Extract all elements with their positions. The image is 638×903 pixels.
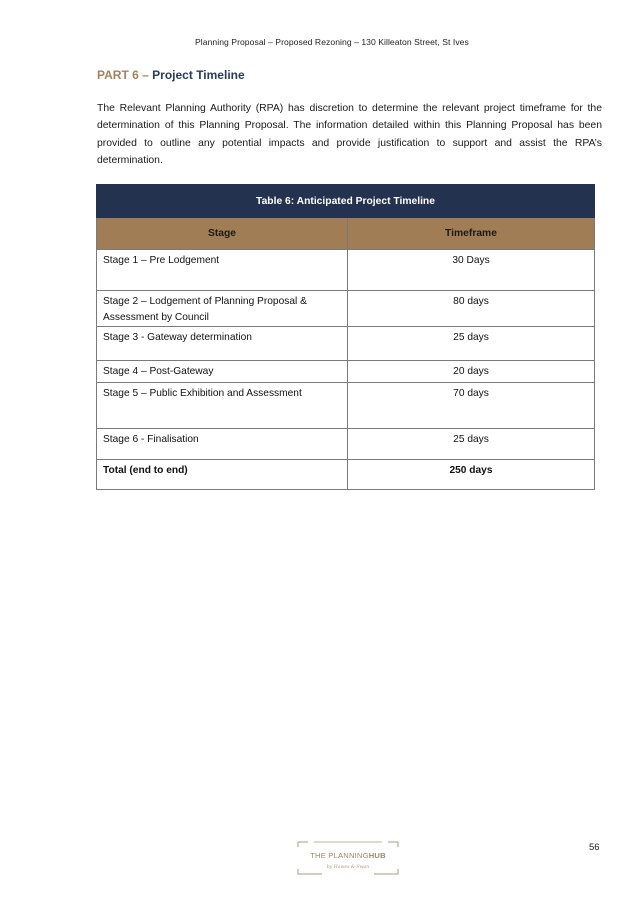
stage-cell: Stage 6 - Finalisation bbox=[97, 429, 348, 460]
planning-hub-logo bbox=[296, 840, 400, 876]
table-header-row bbox=[97, 218, 595, 250]
table-row bbox=[97, 327, 595, 361]
total-timeframe-cell: 250 days bbox=[348, 460, 595, 490]
table-row bbox=[97, 429, 595, 460]
stage-cell: Stage 3 - Gateway determination bbox=[97, 327, 348, 361]
table-row bbox=[97, 361, 595, 383]
page-number: 56 bbox=[589, 842, 600, 853]
table-caption: Table 6: Anticipated Project Timeline bbox=[97, 185, 595, 218]
table-caption-row bbox=[97, 185, 595, 218]
table-row bbox=[97, 383, 595, 429]
stage-cell: Stage 2 – Lodgement of Planning Proposal & Assessment by Council bbox=[97, 291, 348, 327]
total-stage-cell: Total (end to end) bbox=[97, 460, 348, 490]
logo-tagline: by Hawes & Swan bbox=[326, 865, 370, 870]
stage-cell: Stage 4 – Post-Gateway bbox=[97, 361, 348, 383]
logo-wordmark-light: THE PLANNING bbox=[310, 851, 369, 860]
table-total-row bbox=[97, 460, 595, 490]
timeline-table bbox=[96, 184, 595, 490]
timeframe-cell: 30 Days bbox=[348, 250, 595, 291]
timeframe-cell: 25 days bbox=[348, 327, 595, 361]
table-row bbox=[97, 250, 595, 291]
intro-paragraph: The Relevant Planning Authority (RPA) has discretion to determine the relevant project timeframe for the determination of this Planning Proposal. The information detailed within this Planning Proposal has been provided to outline any potential impacts and provide justification to support and assist the RPA’s determination. bbox=[97, 103, 602, 166]
section-dash: – bbox=[142, 68, 149, 82]
running-header: Planning Proposal – Proposed Rezoning – 130 Killeaton Street, St Ives bbox=[195, 37, 469, 47]
logo-wordmark bbox=[296, 851, 400, 860]
timeframe-cell: 20 days bbox=[348, 361, 595, 383]
logo-wordmark-bold: HUB bbox=[368, 851, 386, 860]
timeframe-cell: 25 days bbox=[348, 429, 595, 460]
section-title: Project Timeline bbox=[152, 68, 245, 82]
table-row bbox=[97, 291, 595, 327]
stage-cell: Stage 5 – Public Exhibition and Assessment bbox=[97, 383, 348, 429]
column-header-timeframe: Timeframe bbox=[348, 218, 595, 250]
column-header-stage: Stage bbox=[97, 218, 348, 250]
timeframe-cell: 70 days bbox=[348, 383, 595, 429]
stage-cell: Stage 1 – Pre Lodgement bbox=[97, 250, 348, 291]
timeframe-cell: 80 days bbox=[348, 291, 595, 327]
section-heading bbox=[97, 68, 245, 82]
section-part-number: PART 6 bbox=[97, 68, 139, 82]
